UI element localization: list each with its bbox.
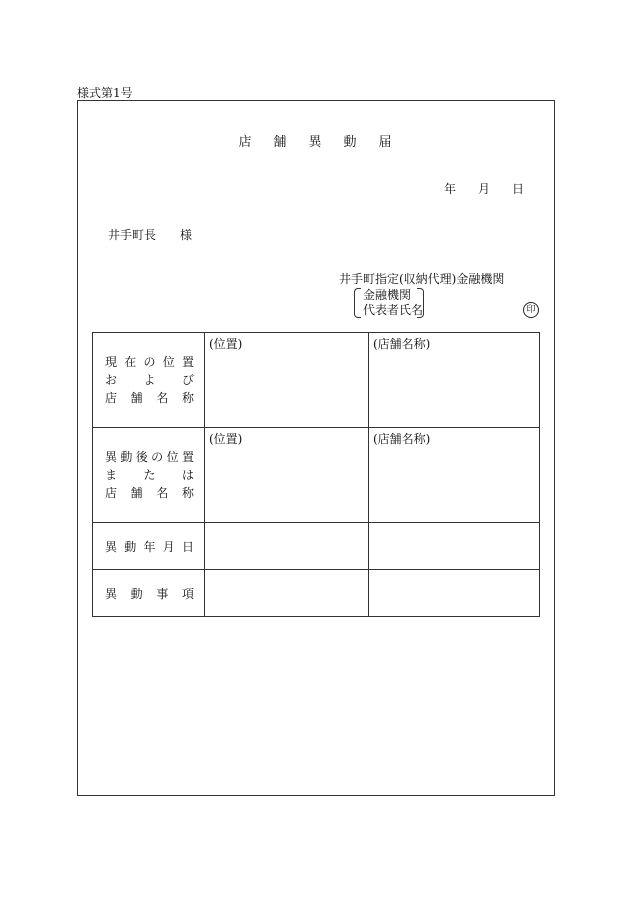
label-char: 称	[181, 390, 194, 405]
row-header-date	[93, 523, 205, 570]
table-row	[93, 333, 540, 428]
label-char: 名	[156, 390, 169, 405]
current-position-cell[interactable]	[205, 333, 369, 428]
label-char: 項	[181, 586, 194, 601]
label-char: 店	[105, 390, 118, 405]
row-header-current	[93, 333, 205, 428]
label-char: ま	[105, 467, 118, 482]
label-char: た	[143, 467, 156, 482]
applicant-org: 井手町指定(収納代理)金融機関	[339, 272, 505, 286]
change-matter-cell-2[interactable]	[369, 570, 540, 617]
change-matter-cell[interactable]	[205, 570, 369, 617]
table-row	[93, 523, 540, 570]
label-char: び	[181, 372, 194, 387]
label-char: 舗	[130, 390, 143, 405]
label-line	[93, 538, 204, 555]
new-store-name-cell[interactable]	[369, 428, 540, 523]
date-month-label: 月	[478, 182, 491, 196]
store-name-caption: (店舗名称)	[373, 337, 431, 351]
label-char: お	[105, 372, 118, 387]
label-char: 在	[124, 354, 137, 369]
row-header-matter	[93, 570, 205, 617]
label-char: 名	[156, 485, 169, 500]
seal-mark: 印	[523, 302, 539, 318]
table-row	[93, 570, 540, 617]
label-char: 月	[162, 539, 175, 554]
label-char: 動	[120, 449, 133, 464]
change-date-cell-2[interactable]	[369, 523, 540, 570]
label-char: 異	[105, 449, 118, 464]
label-char: 置	[181, 354, 194, 369]
date-day-label: 日	[512, 182, 525, 196]
label-char: 位	[166, 449, 179, 464]
label-char: 現	[105, 354, 118, 369]
applicant-line-1: 金融機関	[363, 288, 412, 302]
label-char: 異	[105, 539, 118, 554]
label-line	[105, 449, 194, 466]
position-caption: (位置)	[209, 337, 243, 351]
addressee: 井手町長 様	[108, 228, 193, 242]
label-char: よ	[143, 372, 156, 387]
label-line	[93, 585, 204, 602]
position-caption: (位置)	[209, 432, 243, 446]
label-char: の	[151, 449, 164, 464]
left-bracket	[354, 288, 361, 318]
applicant-line-2: 代表者氏名	[363, 303, 424, 317]
label-line	[105, 372, 194, 389]
row-header-after	[93, 428, 205, 523]
label-char: は	[181, 467, 194, 482]
label-char: 年	[143, 539, 156, 554]
label-char: 事	[156, 586, 169, 601]
new-position-cell[interactable]	[205, 428, 369, 523]
applicant-bracket	[354, 288, 424, 318]
table-row	[93, 428, 540, 523]
date-line	[444, 180, 524, 197]
label-line	[105, 390, 194, 407]
label-line	[105, 467, 194, 484]
date-year-label: 年	[444, 182, 457, 196]
label-char: 称	[181, 485, 194, 500]
store-name-caption: (店舗名称)	[373, 432, 431, 446]
label-char: 後	[135, 449, 148, 464]
label-char: 舗	[130, 485, 143, 500]
label-line	[105, 354, 194, 371]
current-store-name-cell[interactable]	[369, 333, 540, 428]
form-number: 様式第1号	[77, 86, 133, 100]
label-char: 動	[130, 586, 143, 601]
label-char: 位	[162, 354, 175, 369]
label-char: の	[143, 354, 156, 369]
change-date-cell[interactable]	[205, 523, 369, 570]
label-char: 異	[105, 586, 118, 601]
label-char: 店	[105, 485, 118, 500]
label-char: 日	[181, 539, 194, 554]
change-table	[92, 332, 540, 617]
label-line	[105, 485, 194, 502]
form-title: 店舗異動届	[238, 135, 414, 150]
label-char: 動	[124, 539, 137, 554]
label-char: 置	[181, 449, 194, 464]
